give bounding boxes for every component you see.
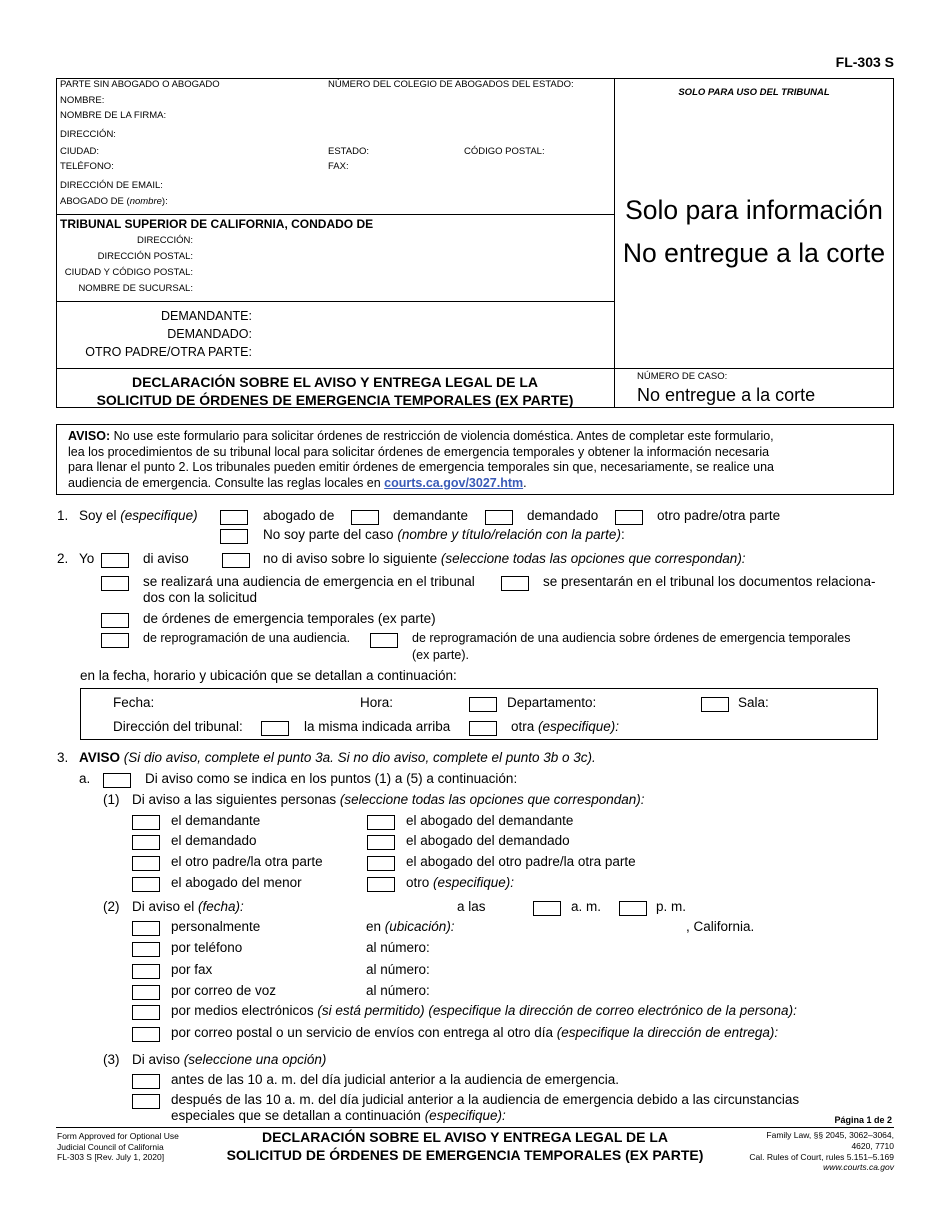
checkbox-emergency-hearing[interactable] xyxy=(101,576,129,591)
room-label: Sala: xyxy=(738,695,769,710)
checkbox-reschedule[interactable] xyxy=(101,633,129,648)
court-address-label: DIRECCIÓN: xyxy=(137,235,193,246)
other-address-label: otra (especifique): xyxy=(511,719,620,734)
checkbox-notice-petitioner[interactable] xyxy=(132,815,160,830)
am-label: a. m. xyxy=(571,899,602,914)
reschedule-label: de reprogramación de una audiencia. xyxy=(143,631,351,645)
checkbox-gave-notice[interactable] xyxy=(101,553,129,568)
item3a1-number: (1) xyxy=(103,792,120,807)
footer-references: Family Law, §§ 2045, 3062–3064, 4620, 7710 Cal. Rules of Court, rules 5.151–5.169 www.courts.ca.gov xyxy=(749,1130,894,1173)
checkbox-item1-other-parent[interactable] xyxy=(615,510,643,525)
notice-other-parent-attorney-label: el abogado del otro padre/la otra parte xyxy=(406,854,636,869)
checkbox-electronic[interactable] xyxy=(132,1005,160,1020)
documents-filed-label-cont: dos con la solicitud xyxy=(143,590,258,605)
fax-label: FAX: xyxy=(328,161,349,172)
notice-respondent-label: el demandado xyxy=(171,833,257,848)
court-mailing-label: DIRECCIÓN POSTAL: xyxy=(97,251,193,262)
checkbox-room[interactable] xyxy=(701,697,729,712)
case-number-label: NÚMERO DE CASO: xyxy=(637,371,728,382)
reschedule-ex-parte-label-cont: (ex parte). xyxy=(412,648,469,662)
mail-method-label: por correo postal o un servicio de envíos con entrega al otro día (especifique la dirección de entrega): xyxy=(171,1025,779,1040)
zip-label: CÓDIGO POSTAL: xyxy=(464,146,545,157)
item3a3-text: Di aviso (seleccione una opción) xyxy=(132,1052,327,1067)
checkbox-other-address[interactable] xyxy=(469,721,497,736)
item3a-letter: a. xyxy=(79,771,91,786)
respondent-label: DEMANDADO: xyxy=(167,327,252,341)
item3-number: 3. xyxy=(57,750,69,765)
at-time-label: a las xyxy=(457,899,486,914)
phone-method-label: por teléfono xyxy=(171,940,243,955)
checkbox-before-10am[interactable] xyxy=(132,1074,160,1089)
form-id: FL-303 S xyxy=(835,54,894,70)
address-label: DIRECCIÓN: xyxy=(60,129,116,140)
notice-petitioner-attorney-label: el abogado del demandante xyxy=(406,813,574,828)
firm-label: NOMBRE DE LA FIRMA: xyxy=(60,110,167,121)
item1-respondent-label: demandado xyxy=(527,508,599,523)
checkbox-notice-minor-attorney[interactable] xyxy=(132,877,160,892)
checkbox-fax[interactable] xyxy=(132,964,160,979)
checkbox-notice-other[interactable] xyxy=(367,877,395,892)
phone-label: TELÉFONO: xyxy=(60,161,114,172)
electronic-method-label: por medios electrónicos (si está permitido) (especifique la dirección de correo electrónico de la persona): xyxy=(171,1003,797,1018)
notice-date-label: Di aviso el (fecha): xyxy=(132,899,244,914)
emergency-hearing-label: se realizará una audiencia de emergencia en el tribunal xyxy=(143,574,475,589)
checkbox-phone[interactable] xyxy=(132,942,160,957)
notice-petitioner-label: el demandante xyxy=(171,813,261,828)
checkbox-nonparty[interactable] xyxy=(220,529,248,544)
detail-label: en la fecha, horario y ubicación que se detallan a continuación: xyxy=(80,668,457,683)
checkbox-department[interactable] xyxy=(469,697,497,712)
voicemail-number-label: al número: xyxy=(366,983,430,998)
checkbox-attorney-of[interactable] xyxy=(220,510,248,525)
bar-number-label: NÚMERO DEL COLEGIO DE ABOGADOS DEL ESTADO: xyxy=(328,79,574,90)
checkbox-not-gave-notice[interactable] xyxy=(222,553,250,568)
checkbox-am[interactable] xyxy=(533,901,561,916)
courts-link[interactable]: courts.ca.gov/3027.htm xyxy=(384,475,524,490)
phone-number-label: al número: xyxy=(366,940,430,955)
item1-lead: Soy el (especifique) xyxy=(79,508,198,523)
temporary-orders-label: de órdenes de emergencia temporales (ex parte) xyxy=(143,611,436,626)
notice-respondent-attorney-label: el abogado del demandado xyxy=(406,833,570,848)
checkbox-item1-respondent[interactable] xyxy=(485,510,513,525)
checkbox-notice-other-parent[interactable] xyxy=(132,856,160,871)
pm-label: p. m. xyxy=(656,899,687,914)
court-branch-label: NOMBRE DE SUCURSAL: xyxy=(78,283,193,294)
checkbox-3a[interactable] xyxy=(103,773,131,788)
name-label: NOMBRE: xyxy=(60,95,105,106)
not-gave-notice-label: no di aviso sobre lo siguiente (seleccione todas las opciones que correspondan): xyxy=(263,551,746,566)
notice-other-parent-label: el otro padre/la otra parte xyxy=(171,854,323,869)
item3a3-number: (3) xyxy=(103,1052,120,1067)
form-title: DECLARACIÓN SOBRE EL AVISO Y ENTREGA LEGAL DE LA SOLICITUD DE ÓRDENES DE EMERGENCIA TEMPORALES (EX PARTE) xyxy=(96,374,574,408)
checkbox-temporary-orders[interactable] xyxy=(101,613,129,628)
fax-method-label: por fax xyxy=(171,962,213,977)
notice-other-label: otro (especifique): xyxy=(406,875,515,890)
fax-number-label: al número: xyxy=(366,962,430,977)
item1-petitioner-label: demandante xyxy=(393,508,469,523)
attorney-of-label: abogado de xyxy=(263,508,335,523)
page-number: Página 1 de 2 xyxy=(834,1115,892,1125)
petitioner-label: DEMANDANTE: xyxy=(161,309,252,323)
item3a-text: Di aviso como se indica en los puntos (1) a (5) a continuación: xyxy=(145,771,518,786)
notice-text: AVISO: No use este formulario para solicitar órdenes de restricción de violencia doméstica. Antes de completar este formulario, lea los procedimientos de su tribunal local para solicitar órdenes de emergencia temporales y obtener la información necesaria para llenar el punto 2. Los tribunales pueden emitir órdenes de emergencia temporales sin que, necesariamente, se realice una audiencia de emergencia. Consulte las reglas locales en courts.ca.gov/3027.htm. xyxy=(68,429,774,490)
checkbox-voicemail[interactable] xyxy=(132,985,160,1000)
email-label: DIRECCIÓN DE EMAIL: xyxy=(60,180,163,191)
after-10am-label: después de las 10 a. m. del día judicial anterior a la audiencia de emergencia debido a las circunstancias xyxy=(171,1092,800,1107)
attorney-for-label: ABOGADO DE (nombre): xyxy=(60,196,168,207)
time-label: Hora: xyxy=(360,695,394,710)
california-label: , California. xyxy=(686,919,755,934)
item3a1-text: Di aviso a las siguientes personas (seleccione todas las opciones que correspondan): xyxy=(132,792,645,807)
watermark-line2: No entregue a la corte xyxy=(622,238,886,268)
item1-other-parent-label: otro padre/otra parte xyxy=(657,508,781,523)
checkbox-pm[interactable] xyxy=(619,901,647,916)
checkbox-item1-petitioner[interactable] xyxy=(351,510,379,525)
notice-minor-attorney-label: el abogado del menor xyxy=(171,875,302,890)
item2-number: 2. xyxy=(57,551,69,566)
checkbox-notice-petitioner-attorney[interactable] xyxy=(367,815,395,830)
item1-number: 1. xyxy=(57,508,69,523)
checkbox-mail[interactable] xyxy=(132,1027,160,1042)
date-label: Fecha: xyxy=(113,695,155,710)
gave-notice-label: di aviso xyxy=(143,551,189,566)
before-10am-label: antes de las 10 a. m. del día judicial anterior a la audiencia de emergencia. xyxy=(171,1072,620,1087)
item2-yo: Yo xyxy=(79,551,95,566)
same-address-label: la misma indicada arriba xyxy=(304,719,451,734)
party-label: PARTE SIN ABOGADO O ABOGADO xyxy=(60,79,220,90)
item3a2-number: (2) xyxy=(103,899,120,914)
voicemail-method-label: por correo de voz xyxy=(171,983,277,998)
checkbox-notice-respondent[interactable] xyxy=(132,835,160,850)
personal-label: personalmente xyxy=(171,919,261,934)
location-label: en (ubicación): xyxy=(366,919,455,934)
checkbox-notice-respondent-attorney[interactable] xyxy=(367,835,395,850)
case-number-value: No entregue a la corte xyxy=(637,385,816,405)
watermark-line1: Solo para información xyxy=(625,195,883,225)
checkbox-same-address[interactable] xyxy=(261,721,289,736)
checkbox-reschedule-ex-parte[interactable] xyxy=(370,633,398,648)
nonparty-label: No soy parte del caso (nombre y título/relación con la parte): xyxy=(263,527,625,542)
item3-heading: AVISO (Si dio aviso, complete el punto 3a. Si no dio aviso, complete el punto 3b o 3c). xyxy=(79,750,596,765)
court-address-detail-label: Dirección del tribunal: xyxy=(113,719,243,734)
documents-filed-label: se presentarán en el tribunal los documentos relaciona- xyxy=(543,574,876,589)
court-use-label: SOLO PARA USO DEL TRIBUNAL xyxy=(678,87,830,98)
other-parent-label: OTRO PADRE/OTRA PARTE: xyxy=(85,345,252,359)
checkbox-documents-filed[interactable] xyxy=(501,576,529,591)
footer-title: DECLARACIÓN SOBRE EL AVISO Y ENTREGA LEGAL DE LA SOLICITUD DE ÓRDENES DE EMERGENCIA TEMPORALES (EX PARTE) xyxy=(226,1129,704,1163)
city-label: CIUDAD: xyxy=(60,146,100,157)
department-label: Departamento: xyxy=(507,695,597,710)
checkbox-notice-other-parent-attorney[interactable] xyxy=(367,856,395,871)
after-10am-label-cont: especiales que se detallan a continuación (especifique): xyxy=(171,1108,506,1123)
court-cityzip-label: CIUDAD Y CÓDIGO POSTAL: xyxy=(64,267,193,278)
footer-approval: Form Approved for Optional Use Judicial Council of California FL-303 S [Rev. July 1, 2020] xyxy=(57,1131,179,1162)
checkbox-after-10am[interactable] xyxy=(132,1094,160,1109)
state-label: ESTADO: xyxy=(328,146,369,157)
checkbox-personal[interactable] xyxy=(132,921,160,936)
court-title: TRIBUNAL SUPERIOR DE CALIFORNIA, CONDADO DE xyxy=(60,217,374,231)
reschedule-ex-parte-label: de reprogramación de una audiencia sobre órdenes de emergencia temporales xyxy=(412,631,851,645)
